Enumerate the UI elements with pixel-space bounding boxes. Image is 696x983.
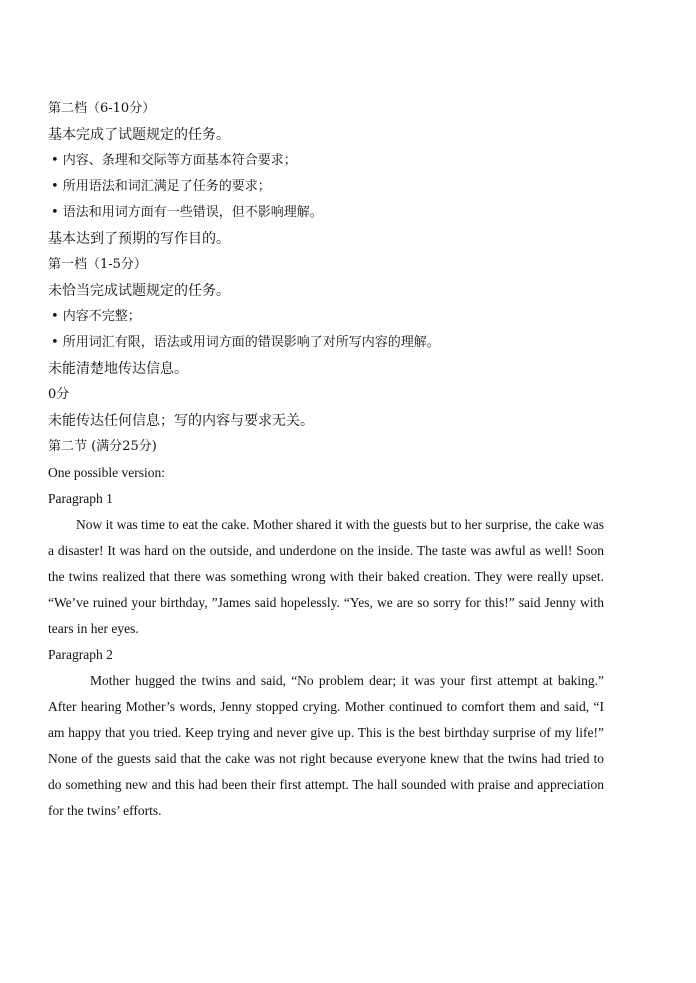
grade2-bullet-2: • 所用语法和词汇满足了任务的要求； — [51, 179, 271, 194]
grade0-description: 未能传达任何信息；写的内容与要求无关。 — [48, 413, 314, 429]
grade2-bullet-3: • 语法和用词方面有一些错误，但不影响理解。 — [51, 205, 323, 220]
grade1-bullet-1: • 内容不完整； — [51, 309, 141, 324]
grade1-heading: 第一档（1-5分） — [48, 257, 147, 272]
grade2-conclusion: 基本达到了预期的写作目的。 — [48, 231, 230, 247]
section2-heading: 第二节 (满分25分) — [48, 439, 157, 454]
grade1-summary: 未恰当完成试题规定的任务。 — [48, 283, 230, 299]
paragraph1-text: Now it was time to eat the cake. Mother shared it with the guests but to her surprise, the cake was a disaster! It was hard on the outside, and underdone on the inside. The taste was awful as well! Soon the twins realized that there was something wrong with their baked creation. They were really upset. “We’ve ruined your birthday, ”James said hopelessly. “Yes, we are so sorry for this!” said Jenny with tears in her eyes. — [48, 517, 604, 636]
document-page — [48, 96, 604, 824]
grade2-heading: 第二档（6-10分） — [48, 101, 156, 116]
grade0-heading: 0分 — [48, 387, 70, 402]
grade1-bullet-2: • 所用词汇有限，语法或用词方面的错误影响了对所写内容的理解。 — [51, 335, 440, 350]
section2-intro: One possible version: — [48, 465, 165, 480]
paragraph2-text: Mother hugged the twins and said, “No problem dear; it was your first attempt at baking.” After hearing Mother’s words, Jenny stopped crying. Mother continued to comfort them and said, “I am happy that you tried. Keep trying and never give up. This is the best birthday surprise of my life!” None of the guests said that the cake was not right because everyone knew that the twins had tried to do something new and this had been their first attempt. The hall sounded with praise and appreciation for the twins’ efforts. — [48, 673, 604, 818]
paragraph2-label: Paragraph 2 — [48, 647, 113, 662]
paragraph1-label: Paragraph 1 — [48, 491, 113, 506]
grade1-conclusion: 未能清楚地传达信息。 — [48, 361, 188, 377]
grade2-summary: 基本完成了试题规定的任务。 — [48, 127, 230, 143]
grade2-bullet-1: • 内容、条理和交际等方面基本符合要求； — [51, 153, 297, 168]
